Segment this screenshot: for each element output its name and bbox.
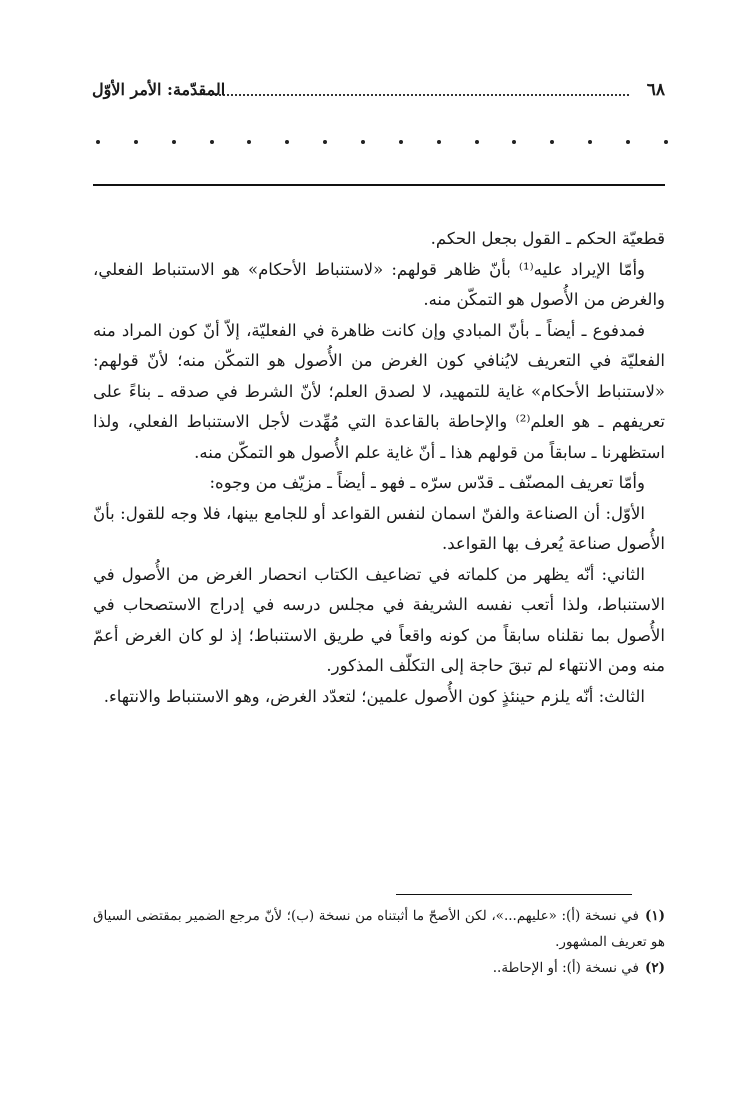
- body-text: [93, 224, 665, 712]
- ornament-dot: [361, 140, 365, 144]
- footnote-number: (١): [644, 908, 665, 924]
- ornament-dot: [512, 140, 516, 144]
- ornament-dot: [285, 140, 289, 144]
- ornament-dot: [626, 140, 630, 144]
- footnote-number: (٢): [644, 960, 665, 976]
- ornament-dot-row: [96, 140, 668, 146]
- ornament-dot: [210, 140, 214, 144]
- ornament-dot: [134, 140, 138, 144]
- ornament-dot: [399, 140, 403, 144]
- page-number: ٦٨: [646, 80, 665, 100]
- footnote-1: [93, 903, 665, 955]
- header-dot-leader: [210, 94, 629, 96]
- ornament-dot: [550, 140, 554, 144]
- ornament-dot: [664, 140, 668, 144]
- paragraph-1: قطعيّة الحكم ـ القول بجعل الحكم.: [430, 229, 665, 248]
- paragraph-7: الثالث: أنّه يلزم حينئذٍ كون الأُصول علمين؛ لتعدّد الغرض، وهو الاستنباط والانتهاء.: [103, 686, 645, 706]
- chapter-title: المقدّمة: الأمر الأوّل: [92, 80, 226, 99]
- footnote-rule: [396, 894, 632, 895]
- footnote-text: في نسخة (أ): أو الإحاطة..: [492, 960, 639, 976]
- paragraph-4: وأمّا تعريف المصنّف ـ قدّس سرّه ـ فهو ـ أيضاً ـ مزيّف من وجوه:: [209, 473, 645, 492]
- ornament-dot: [247, 140, 251, 144]
- paragraph-2: وأمّا الإيراد عليه⁽¹⁾ بأنّ ظاهر قولهم: «لاستنباط الأحكام» هو الاستنباط الفعلي، والغرض من الأُصول هو التمكّن منه.: [93, 259, 665, 309]
- footnote-text: في نسخة (أ): «عليهم...»، لكن الأصحّ ما أثبتناه من نسخة (ب)؛ لأنّ مرجع الضمير بمقتضى السياق هو تعريف المشهور.: [93, 908, 665, 950]
- ornament-dot: [437, 140, 441, 144]
- top-rule: [93, 184, 665, 186]
- ornament-dot: [96, 140, 100, 144]
- ornament-dot: [475, 140, 479, 144]
- footnote-2: [93, 955, 665, 981]
- footnotes: [93, 903, 665, 981]
- paragraph-6: الثاني: أنّه يظهر من كلماته في تضاعيف الكتاب انحصار الغرض من الأُصول في الاستنباط، ولذا أتعب نفسه الشريفة في مجلس درسه في إدراج الاستصحاب في الأُصول بما نقلناه سابقاً من كونه واقعاً في طريق الاستنباط؛ إذ لو كان الغرض أعمّ منه ومن الانتهاء لم تبقَ حاجة إلى التكلّف المذكور.: [93, 564, 665, 675]
- paragraph-5: الأوّل: أن الصناعة والفنّ اسمان لنفس القواعد أو للجامع بينها، فلا وجه للقول: بأنّ الأُصول صناعة يُعرف بها القواعد.: [93, 503, 665, 553]
- ornament-dot: [588, 140, 592, 144]
- ornament-dot: [323, 140, 327, 144]
- paragraph-3: فمدفوع ـ أيضاً ـ بأنّ المبادي وإن كانت ظاهرة في الفعليّة، إلاّ أنّ كون المراد منه الفعليّة في التعريف لايُنافي كون الغرض من الأُصول هو التمكّن منه؛ لأنّ قولهم: «لاستنباط الأحكام» غاية للتمهيد، لا لصدق العلم؛ لأنّ الشرط في صدقه ـ بناءً على تعريفهم ـ هو العلم⁽²⁾ والإحاطة بالقاعدة التي مُهِّدت لأجل الاستنباط الفعلي، ولذا استظهرنا ـ سابقاً من قولهم هذا ـ أنّ غاية علم الأُصول هو التمكّن منه.: [93, 320, 666, 462]
- ornament-dot: [172, 140, 176, 144]
- running-header: [92, 80, 665, 106]
